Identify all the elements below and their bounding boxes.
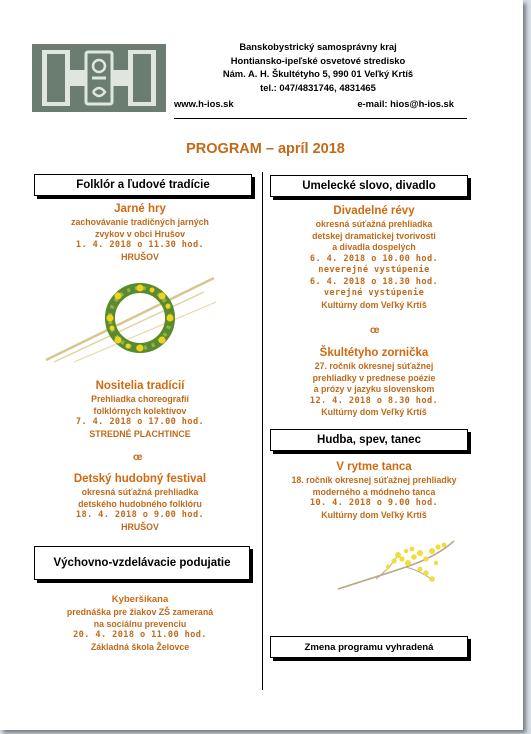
- event-note: neverejné vystúpenie: [318, 265, 430, 275]
- event-title: V rytme tanca: [336, 461, 412, 473]
- event-title: Škultétyho zornička: [319, 347, 429, 359]
- event-description: prednáška pre žiakov ZŠ zameraná: [66, 607, 214, 617]
- event-skultetyho-zornicka: [262, 347, 486, 419]
- event-nositelia-tradicii: [20, 380, 260, 440]
- event-description: moderného a módneho tanca: [312, 486, 436, 497]
- event-date: 7. 4. 2018 o 17.00 hod.: [75, 417, 205, 427]
- event-divadelne-revy: [262, 205, 486, 311]
- header-line-region: Banskobystrický samosprávny kraj: [239, 41, 397, 52]
- event-description: detskej dramatickej tvorivosti: [312, 230, 436, 241]
- program-change-notice: Zmena programu vyhradená: [270, 636, 468, 658]
- event-title: Jarné hry: [114, 203, 166, 215]
- event-description: folklórnych kolektívov: [93, 405, 187, 416]
- event-description: okresná súťažná prehliadka: [315, 219, 433, 229]
- event-title: Nositelia tradícií: [95, 380, 185, 392]
- event-description: zvykov v obci Hrušov: [95, 228, 185, 239]
- event-place: Kultúrny dom Veľký Krtíš: [321, 509, 427, 520]
- header-divider: [174, 118, 467, 119]
- event-place: Kultúrny dom Veľký Krtíš: [321, 407, 427, 417]
- event-place: HRUŠOV: [121, 251, 159, 262]
- mimosa-branch-image: [336, 537, 456, 593]
- event-date: 6. 4. 2018 o 10.00 hod.: [309, 253, 439, 264]
- event-place: HRUŠOV: [121, 521, 159, 532]
- event-place: STREDNÉ PLACHTINCE: [89, 428, 191, 439]
- event-date: 1. 4. 2018 o 11.30 hod.: [75, 240, 205, 250]
- event-date: 6. 4. 2018 o 18.30 hod.: [309, 276, 439, 287]
- event-description: na sociálnu prevenciu: [93, 618, 187, 629]
- event-date: 10. 4. 2018 o 9.00 hod.: [309, 498, 439, 508]
- event-date: 20. 4. 2018 o 11.00 hod.: [73, 630, 207, 640]
- section-heading-folklore: Folklór a ľudové tradície: [34, 174, 252, 196]
- header-line-phone: tel.: 047/4831746, 4831465: [260, 81, 376, 93]
- event-description: okresná súťažná prehliadka: [81, 487, 199, 497]
- event-description: a divadla dospelých: [332, 242, 416, 252]
- event-v-rytme-tanca: [262, 461, 486, 521]
- separator-ornament: œ: [370, 325, 380, 336]
- event-jarne-hry: [20, 203, 260, 263]
- event-date: 18. 4. 2018 o 9.00 hod.: [75, 510, 205, 520]
- email-link[interactable]: e-mail: hios@h-ios.sk: [357, 98, 454, 109]
- header-line-organization: Hontiansko-ipeľské osvetové stredisko: [230, 54, 406, 66]
- event-date: 12. 4. 2018 o 8.30 hod.: [309, 395, 439, 406]
- event-place: Kultúrny dom Veľký Krtíš: [321, 299, 427, 310]
- event-title: Divadelné révy: [333, 205, 415, 217]
- easter-wreath-image: [44, 272, 216, 364]
- event-description: zachovávanie tradičných jarných: [71, 217, 209, 227]
- section-heading-literature-theatre: Umelecké slovo, divadlo: [270, 175, 468, 197]
- logo-graphic: [32, 44, 166, 112]
- event-place: Základná škola Želovce: [90, 641, 190, 652]
- section-heading-music-dance: Hudba, spev, tanec: [270, 429, 468, 451]
- organization-header: [174, 40, 462, 111]
- event-description: detského hudobného folklóru: [78, 498, 202, 509]
- event-kybersikana: [20, 594, 260, 653]
- hios-logo: [32, 44, 166, 112]
- event-description: a prózy v jazyku slovenskom: [313, 384, 435, 394]
- website-link[interactable]: www.h-ios.sk: [174, 98, 234, 109]
- separator-ornament: œ: [133, 452, 143, 463]
- event-title: Kyberšikana: [111, 594, 169, 605]
- header-line-address: Nám. A. H. Škultétyho 5, 990 01 Veľký Krtíš: [222, 68, 414, 79]
- event-description: prehliadky v prednese poézie: [312, 372, 436, 383]
- event-note: verejné vystúpenie: [323, 288, 425, 298]
- event-description: 18. ročník okresnej súťažnej prehliadky: [291, 475, 457, 485]
- event-detsky-hudobny-festival: [20, 473, 260, 533]
- event-title: Detský hudobný festival: [73, 473, 207, 485]
- event-description: Prehliadka choreografií: [91, 394, 189, 404]
- program-title: PROGRAM – apríl 2018: [186, 141, 345, 157]
- event-description: 27. ročník okresnej súťažnej: [314, 361, 434, 371]
- section-heading-education: Výchovno-vzdelávacie podujatie: [34, 546, 250, 580]
